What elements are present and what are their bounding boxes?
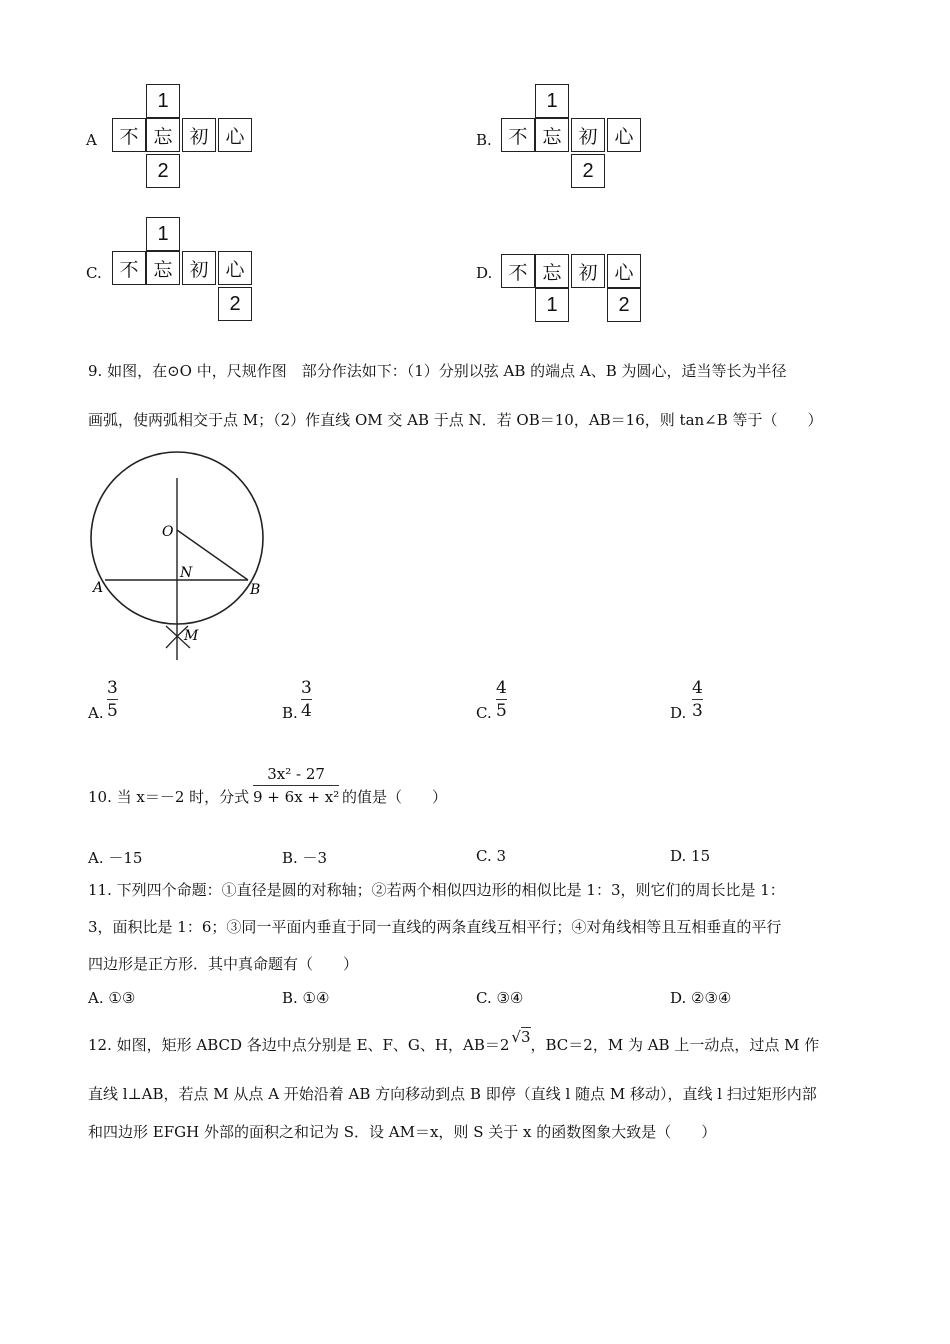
numerator: 3x² - 27 (267, 765, 325, 783)
net-cell: 1 (535, 288, 569, 322)
sqrt-radicand: 3 (520, 1028, 531, 1046)
q10-text-prefix: 10. 当 x＝－2 时，分式 (88, 788, 250, 806)
q12-text-line-1 (88, 1028, 820, 1055)
net-cell: 忘 (146, 118, 180, 152)
q10-option-d: D. 15 (670, 847, 711, 865)
q11-option-b: B. ①④ (282, 989, 330, 1007)
q12-text-part-b: ，BC＝2，M 为 AB 上一动点，过点 M 作 (530, 1036, 820, 1054)
net-cell: 忘 (535, 118, 569, 152)
net-cell: 2 (146, 154, 180, 188)
q9-text-line-1: 9. 如图，在⊙O 中，尺规作图 部分作法如下：（1）分别以弦 AB 的端点 A、B 为圆心，适当等长为半径 (88, 362, 787, 380)
net-cell: 初 (182, 251, 216, 285)
q9-option-a-label: A. (88, 704, 104, 722)
net-cell: 忘 (146, 251, 180, 285)
q11-option-c: C. ③④ (476, 989, 524, 1007)
q8-option-b-label: B. (476, 131, 492, 149)
denominator: 3 (692, 701, 703, 721)
net-cell: 初 (571, 118, 605, 152)
net-cell: 初 (182, 118, 216, 152)
net-cell: 心 (607, 254, 641, 288)
q9-circle-figure (80, 440, 280, 670)
q8-option-c-label: C. (86, 264, 102, 282)
net-cell: 不 (112, 251, 146, 285)
q12-text-line-3: 和四边形 EFGH 外部的面积之和记为 S．设 AM＝x，则 S 关于 x 的函数图象大致是（ ） (88, 1123, 717, 1141)
net-cell: 心 (218, 251, 252, 285)
numerator: 3 (301, 678, 312, 698)
q11-text-line-3: 四边形是正方形．其中真命题有（ ） (88, 955, 359, 973)
q9-option-c-label: C. (476, 704, 492, 722)
label-b: B (250, 582, 261, 598)
q10-fraction (253, 764, 339, 807)
denominator: 5 (496, 701, 507, 721)
q11-option-d: D. ②③④ (670, 989, 732, 1007)
q10-text-suffix: 的值是（ ） (342, 788, 448, 806)
fraction-bar (253, 785, 339, 786)
net-cell: 忘 (535, 254, 569, 288)
net-cell: 2 (607, 288, 641, 322)
net-cell: 2 (218, 287, 252, 321)
net-cell: 不 (112, 118, 146, 152)
q11-text-line-1: 11. 下列四个命题：①直径是圆的对称轴；②若两个相似四边形的相似比是 1：3，则它们的周长比是 1： (88, 881, 785, 899)
q9-option-a-fraction (107, 678, 118, 721)
net-cell: 1 (535, 84, 569, 118)
fraction-bar (107, 699, 118, 700)
label-a: A (93, 580, 104, 596)
sqrt-expression (509, 1027, 530, 1047)
net-cell: 1 (146, 84, 180, 118)
net-cell: 心 (218, 118, 252, 152)
numerator: 4 (692, 678, 703, 698)
q9-option-b-label: B. (282, 704, 298, 722)
q11-option-a: A. ①③ (88, 989, 136, 1007)
q12-text-part-a: 12. 如图，矩形 ABCD 各边中点分别是 E、F、G、H，AB＝2 (88, 1036, 510, 1054)
q9-text-line-2: 画弧，使两弧相交于点 M；（2）作直线 OM 交 AB 于点 N．若 OB＝10，AB＝16，则 tan∠B 等于（ ） (88, 411, 823, 429)
q10-option-a: A. －15 (88, 849, 143, 867)
q9-option-d-fraction (692, 678, 703, 721)
q9-option-c-fraction (496, 678, 507, 721)
q8-option-a-label: A (86, 131, 97, 149)
numerator: 3 (107, 678, 118, 698)
q8-option-d-label: D. (476, 264, 493, 282)
q10-option-b: B. －3 (282, 849, 328, 867)
q9-option-d-label: D. (670, 704, 687, 722)
denominator: 4 (301, 701, 312, 721)
net-cell: 心 (607, 118, 641, 152)
q11-text-line-2: 3，面积比是 1：6；③同一平面内垂直于同一直线的两条直线互相平行；④对角线相等且互相垂直的平行 (88, 918, 782, 936)
q10-option-c: C. 3 (476, 847, 507, 865)
q12-text-line-2: 直线 l⊥AB，若点 M 从点 A 开始沿着 AB 方向移动到点 B 即停（直线 l 随点 M 移动），直线 l 扫过矩形内部 (88, 1085, 817, 1103)
fraction-bar (692, 699, 703, 700)
label-o: O (162, 524, 174, 540)
q9-option-b-fraction (301, 678, 312, 721)
denominator: 5 (107, 701, 118, 721)
numerator: 4 (496, 678, 507, 698)
fraction-bar (496, 699, 507, 700)
fraction-bar (301, 699, 312, 700)
net-cell: 初 (571, 254, 605, 288)
net-cell: 2 (571, 154, 605, 188)
net-cell: 1 (146, 217, 180, 251)
denominator: 9 + 6x + x² (253, 788, 340, 806)
net-cell: 不 (501, 118, 535, 152)
label-n: N (180, 565, 193, 581)
net-cell: 不 (501, 254, 535, 288)
sqrt-symbol: √ (511, 1028, 521, 1046)
label-m: M (184, 628, 199, 644)
